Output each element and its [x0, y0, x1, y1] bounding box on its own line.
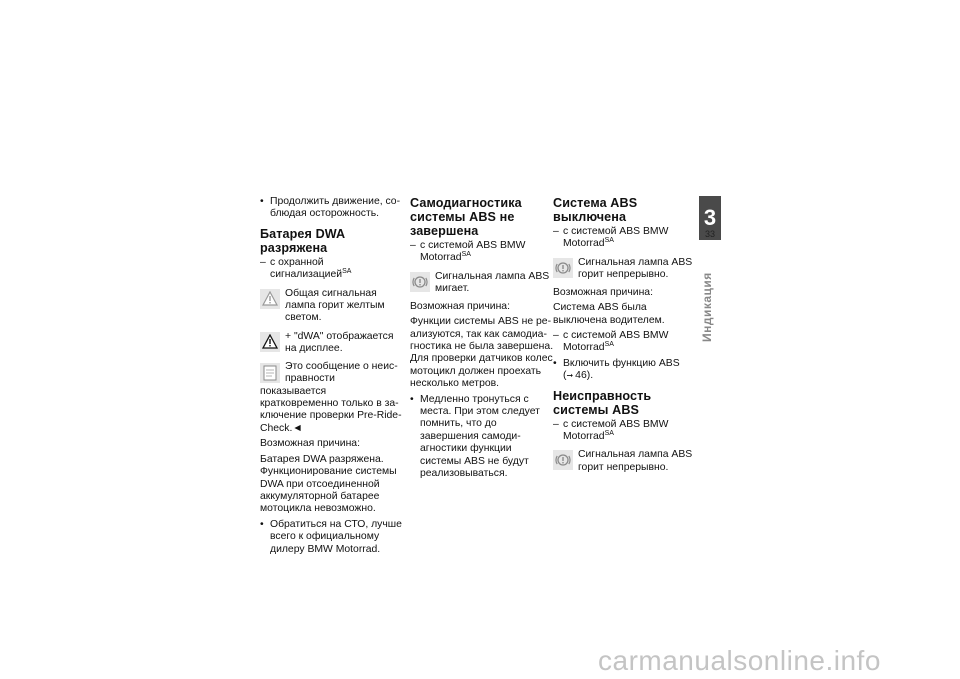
column-1	[260, 196, 404, 559]
abs-lamp-text: Сигнальная лампа ABS горит непрерывно.	[578, 449, 693, 473]
page-reference-link[interactable]: ➞ 46).	[566, 370, 593, 381]
display-note-text: + "dWA" отображается на дисплее.	[285, 330, 394, 355]
condition-abs	[410, 240, 554, 265]
heading-dwa-battery: Батарея DWA разряжена	[260, 226, 345, 255]
warning-triangle-icon	[260, 289, 280, 309]
info-sheet-icon	[260, 363, 280, 383]
abs-lamp-icon	[553, 258, 573, 278]
instruction-slow-start: • Медленно тронуться с места. При этом следует помнить, что до завершения самодиагностики функции системы ABS не будут реализовываться.	[410, 394, 554, 481]
sa-mark: SA	[604, 341, 614, 349]
instruction-continue: • Продолжить движение, соблюдая осторожность.	[260, 196, 404, 221]
condition-abs-text: с системой ABS BMW Motorrad	[563, 226, 669, 250]
info-note	[260, 361, 404, 438]
abs-lamp-text: Сигнальная лампа ABS мигает.	[435, 270, 550, 295]
heading-abs-selfdiag: Самодиагностика системы ABS не завершена	[410, 196, 522, 238]
abs-lamp-icon	[553, 450, 573, 470]
column-2	[410, 196, 554, 484]
condition-abs	[553, 226, 697, 251]
cause-text: Батарея DWA разряжена. Функционирование системы DWA при отсоединенной аккумуляторной батарее мотоцикла невозможно.	[260, 453, 397, 515]
abs-lamp-note	[553, 257, 697, 283]
display-note	[260, 331, 404, 357]
sa-mark: SA	[461, 251, 471, 259]
condition-alarm-text: с охранной сигнализацией	[270, 256, 343, 281]
condition-abs-3	[553, 419, 697, 444]
watermark: carmanualsonline.info	[598, 645, 881, 676]
heading-abs-off: Система ABS выключена	[553, 196, 638, 224]
sa-mark: SA	[604, 430, 614, 438]
cause-label: Возможная причина:	[260, 438, 360, 450]
instruction-enable-abs: • Включить функцию ABS (➞ 46).	[553, 358, 697, 383]
sa-mark: SA	[342, 268, 352, 276]
abs-lamp-icon	[410, 272, 430, 292]
condition-alarm	[260, 257, 404, 282]
hazard-triangle-icon	[260, 332, 280, 352]
cause-label: Возможная причина:	[410, 300, 510, 312]
abs-lamp-text: Сигнальная лампа ABS горит непрерывно.	[578, 256, 693, 281]
abs-lamp-note-2	[553, 449, 697, 475]
cause-text: Функции системы ABS не реализуются, так как самодиагностика не была завершена. Для проверки датчиков колес мотоцикл должен проехать несколько метров.	[410, 316, 554, 390]
warning-light-note	[260, 288, 404, 325]
abs-lamp-note	[410, 271, 554, 297]
chapter-number: 3	[703, 205, 717, 230]
condition-abs-text: с системой ABS BMW Motorrad	[563, 418, 669, 443]
cause-text: Система ABS была выключена водителем.	[553, 302, 665, 326]
warning-light-text: Общая сигнальная лампа горит желтым светом.	[285, 287, 385, 324]
heading-abs-fault: Неисправность системы ABS	[553, 388, 652, 417]
instruction-service: • Обратиться на СТО, лучше всего к официальному дилеру BMW Motorrad.	[260, 519, 404, 556]
condition-abs-text: с системой ABS BMW Motorrad	[420, 240, 526, 264]
info-note-text: Это сообщение о неисправности показывается кратковременно только в заключение проверки Pre-Ride-Check.◄	[260, 360, 402, 434]
instruction-enable-abs-text: Включить функцию ABS	[563, 357, 680, 369]
condition-abs-text: с системой ABS BMW Motorrad	[563, 330, 669, 354]
column-3	[553, 196, 697, 479]
page-number: 33	[704, 229, 715, 239]
condition-abs-2	[553, 330, 697, 355]
section-title-vertical: Индикация	[700, 272, 714, 342]
sa-mark: SA	[604, 237, 614, 245]
cause-label: Возможная причина:	[553, 286, 653, 298]
